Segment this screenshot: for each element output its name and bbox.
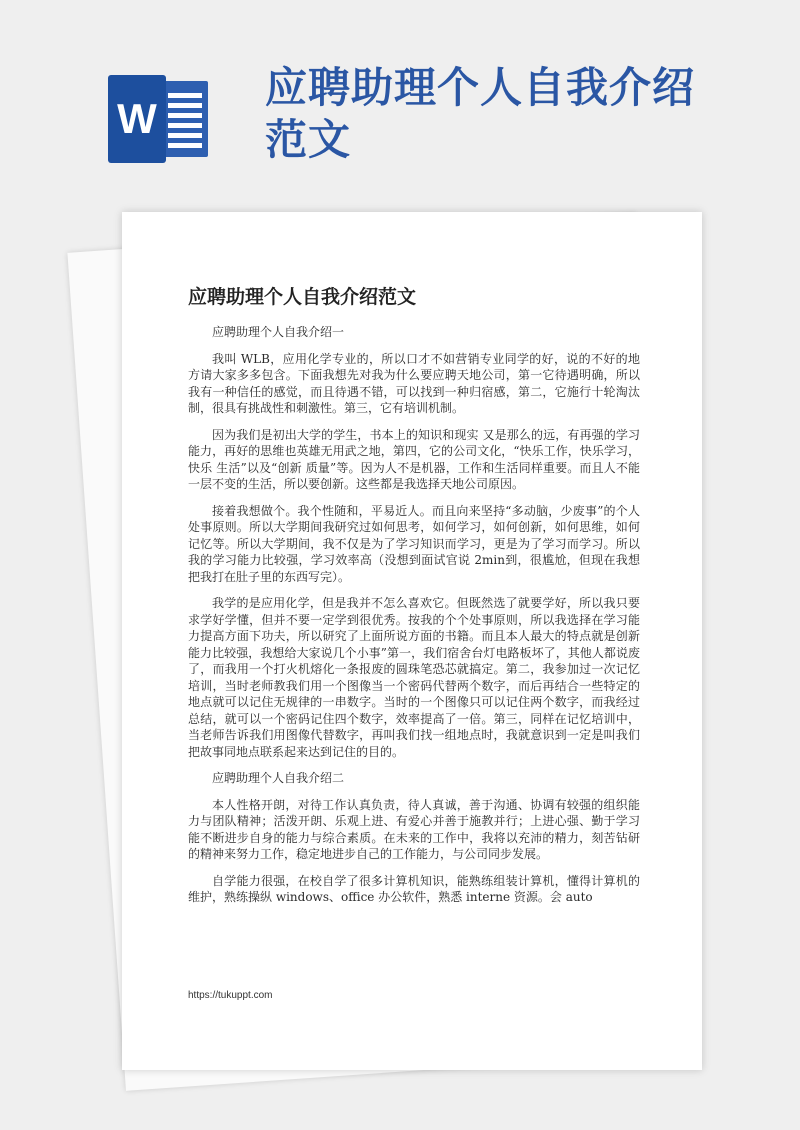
section-heading-2: 应聘助理个人自我介绍二: [212, 771, 345, 785]
paragraph: 本人性格开朗，对待工作认真负责，待人真诚，善于沟通、协调有较强的组织能力与团队精神；活泼开朗、乐观上进、有爱心并善于施教并行；上进心强、勤于学习能不断进步自身的能力与综合素质。在未来的工作中，我将以充沛的精力，刻苦钻研的精神来努力工作，稳定地进步自己的工作能力，与公司同步发展。: [188, 797, 640, 861]
word-icon-badge: W: [108, 75, 166, 163]
section-heading-1: 应聘助理个人自我介绍一: [212, 325, 345, 339]
paragraph: 接着我想做个。我个性随和，平易近人。而且向来坚持“多动脑，少废事”的个人处事原则。所以大学期间我研究过如何思考，如何学习，如何创新，如何思维，如何记忆等。所以大学期间，我不仅是为了学习知识而学习，更是为了学习而学习。所以我的学习能力比较强，学习效率高（没想到面试官说 2min到，很尴尬，但现在我想把我打在肚子里的东西写完）。: [188, 503, 640, 584]
document-page: [122, 212, 702, 1070]
header-banner: [0, 0, 800, 210]
document-title: 应聘助理个人自我介绍范文: [188, 286, 417, 308]
paragraph: 我叫 WLB，应用化学专业的，所以口才不如营销专业同学的好，说的不好的地方请大家多多包含。下面我想先对我为什么要应聘天地公司，第一它待遇明确，所以我有一种信任的感觉，而且待遇不错，可以找到一种归宿感，第二，它施行十轮淘汰制，很具有挑战性和刺激性。第三，它有培训机制。: [188, 351, 640, 415]
paragraph: 因为我们是初出大学的学生，书本上的知识和现实 又是那么的远，有再强的学习能力，再好的思维也英雄无用武之地，第四，它的公司文化，“快乐工作，快乐学习，快乐 生活”以及“创新 质量”等。因为人不是机器，工作和生活同样重要。而且人不能一层不变的生活，所以要创新。这些都是我选择天地公司原因。: [188, 427, 640, 491]
page-title: 应聘助理个人自我介绍范文: [265, 63, 696, 164]
document-body: [188, 324, 640, 916]
paragraph: 我学的是应用化学，但是我并不怎么喜欢它。但既然选了就要学好，所以我只要求学好学懂，但并不要一定学到很优秀。按我的个个处事原则，所以我选择在学习能力提高方面下功夫，所以研究了上面所说方面的书籍。而且本人最大的特点就是创新能力比较强，我想给大家说几个小事”第一，我们宿舍台灯电路板坏了，其他人都说废了，而我用一个打火机熔化一条报废的圆珠笔恐芯就搞定。第二，我参加过一次记忆培训，当时老师教我们用一个图像当一个密码代替两个数字，而后再结合一些特定的地点就可以记住无规律的一串数字。当时的一个图像只可以记住两个数字，而我经过总结，就可以一个密码记住四个数字，效率提高了一倍。第三，同样在记忆培训中，当老师告诉我们用图像代替数字，再叫我们找一组地点时，我就意识到一定是叫我们把故事同地点联系起来达到记住的目的。: [188, 596, 640, 759]
word-icon: [108, 75, 208, 163]
footer-url: https://tukuppt.com: [188, 990, 273, 1001]
paragraph: 自学能力很强，在校自学了很多计算机知识，能熟练组装计算机，懂得计算机的维护，熟练操纵 windows、office 办公软件，熟悉 interne 资源。会 auto: [188, 873, 640, 904]
